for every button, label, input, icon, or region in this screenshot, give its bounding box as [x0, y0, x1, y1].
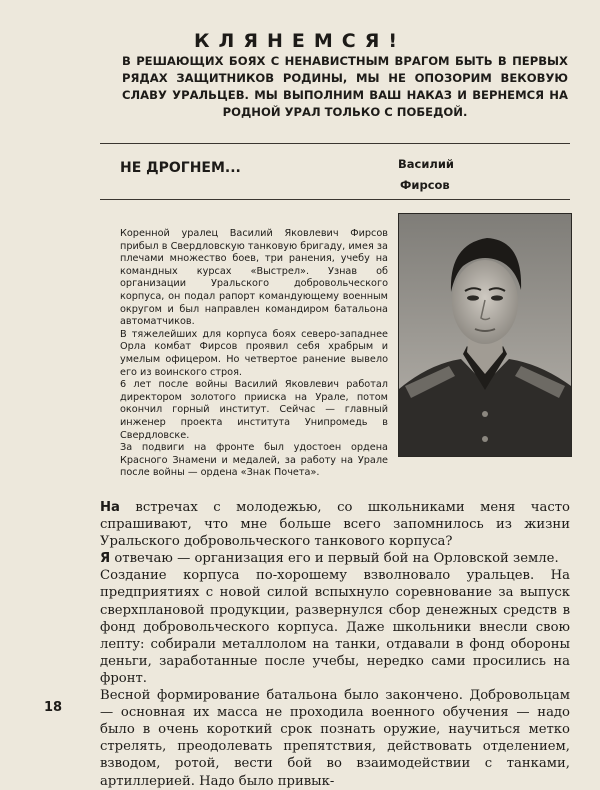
article-paragraph: Весной формирование батальона было закончено. Добровольцам — основная их масса не проходила военного обучения — надо было в очень короткий срок познать оружие, научиться метко стрелять, преодолевать препятствия, действовать отделением, взводом, ротой, вести бой во взаимодействии с танками, артиллерией. Надо было привык-	[100, 688, 570, 789]
section-heading: НЕ ДРОГНЕМ...	[120, 160, 241, 176]
paragraph-lead: Я	[100, 551, 111, 567]
page-number: 18	[44, 700, 63, 715]
article-paragraph	[100, 550, 570, 567]
divider-top	[100, 143, 570, 144]
article-paragraph	[100, 499, 570, 550]
paragraph-lead: На	[100, 500, 120, 515]
bio-paragraph: Коренной уралец Василий Яковлевич Фирсов прибыл в Свердловскую танковую бригаду, имея за плечами множество боев, три ранения, учебу на командных курсах «Выстрел». Узнав об организации Уральского добровольческого корпуса, он подал рапорт командующему военным округом и был направлен командиром батальона автоматчиков.	[120, 228, 388, 328]
portrait-photo	[398, 213, 572, 457]
article-paragraph: Создание корпуса по-хорошему взволновало уральцев. На предприятиях с новой силой вспыхнуло соревнование за выпуск сверхплановой продукции, развернулся сбор денежных средств в фонд добровольческого корпуса. Даже школьники внесли свою лепту: собирали металлолом на танки, отдавали в фонд обороны деньги, заработанные после учебы, нередко сами просились на фронт.	[100, 568, 570, 686]
paragraph-text: отвечаю — организация его и первый бой на Орловской земле.	[110, 551, 559, 567]
bio-paragraph: За подвиги на фронте был удостоен ордена Красного Знамени и медалей, за работу на Урале после войны — ордена «Знак Почета».	[120, 442, 388, 479]
paragraph-text: встречах с молодежью, со школьниками меня часто спрашивают, что мне больше всего запомнилось из жизни Уральского добровольческого танкового корпуса?	[100, 500, 570, 550]
author-first-name: Василий	[398, 157, 454, 171]
author-last-name: Фирсов	[400, 178, 450, 192]
bio-paragraph: В тяжелейших для корпуса боях северо-западнее Орла комбат Фирсов проявил себя храбрым и умелым офицером. Но четвертое ранение вывело его из воинского строя.	[120, 328, 388, 378]
author-name	[398, 154, 454, 196]
page-title: КЛЯНЕМСЯ!	[194, 30, 406, 52]
oath-text: В РЕШАЮЩИХ БОЯХ С НЕНАВИСТНЫМ ВРАГОМ БЫТЬ В ПЕРВЫХ РЯДАХ ЗАЩИТНИКОВ РОДИНЫ, МЫ НЕ ОПОЗОРИМ ВЕКОВУЮ СЛАВУ УРАЛЬЦЕВ. МЫ ВЫПОЛНИМ ВАШ НАКАЗ И ВЕРНЕМСЯ НА РОДНОЙ УРАЛ ТОЛЬКО С ПОБЕДОЙ.	[122, 54, 568, 119]
divider-bottom	[100, 199, 570, 200]
bio-paragraph: 6 лет после войны Василий Яковлевич работал директором золотого прииска на Урале, потом окончил горный институт. Сейчас — главный инженер проекта института Унипромедь в Свердловске.	[120, 379, 388, 441]
article-body	[100, 499, 570, 790]
portrait-illustration	[399, 214, 571, 456]
biography-block	[120, 228, 388, 480]
